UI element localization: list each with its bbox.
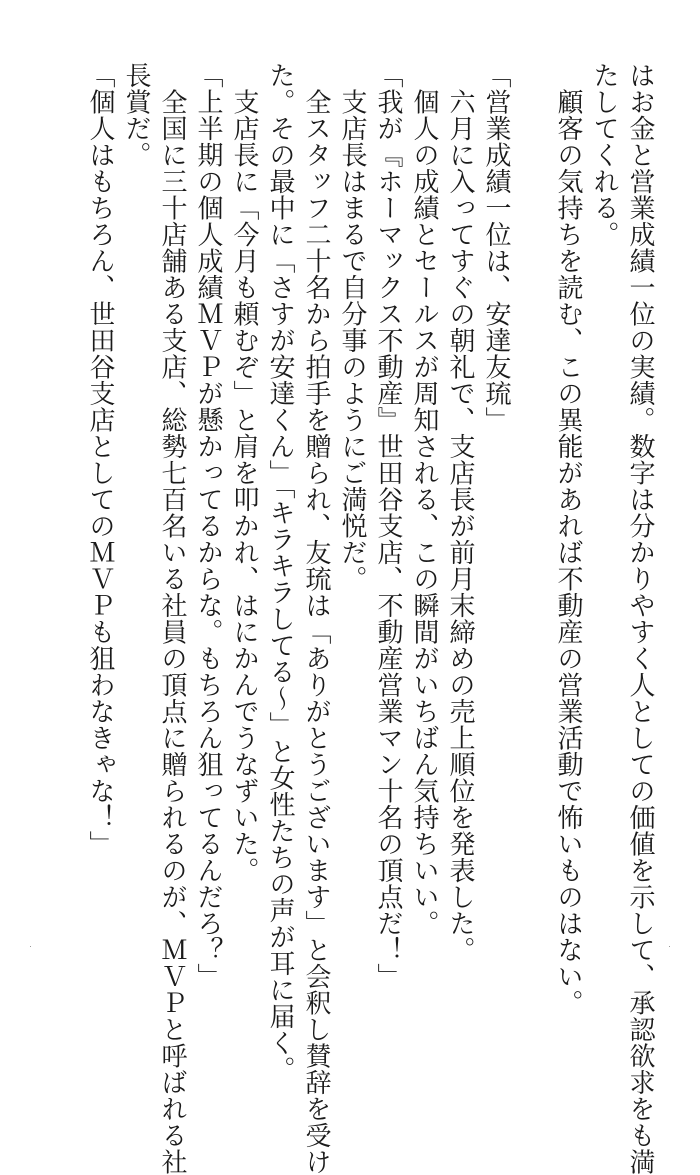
text-line: 「営業成績一位は、安達友琉」 (481, 62, 511, 433)
text-line: た。その最中に「さすが安達くん」「キラキラしてる～」と女性たちの声が耳に届く。 (265, 62, 295, 1083)
text-line: 長賞だ。 (121, 62, 151, 168)
text-line: 「個人はもちろん、世田谷支店としてのＭＶＰも狙わなきゃな！」 (85, 62, 115, 857)
text-line: 「上半期の個人成績ＭＶＰが懸かってるからな。もちろん狙ってるんだろ？」 (193, 62, 223, 990)
text-line: たしてくれる。 (589, 62, 619, 248)
page-mark-left (30, 946, 31, 947)
text-line: 全国に三十店舗ある支店、総勢七百名いる社員の頂点に贈られるのが、ＭＶＰと呼ばれる社 (157, 62, 187, 1175)
text-line: はお金と営業成績一位の実績。数字は分かりやすく人としての価値を示して、承認欲求をも満 (625, 62, 655, 1175)
page-mark-right (669, 946, 670, 947)
text-line: 個人の成績とセールスが周知される、この瞬間がいちばん気持ちいい。 (409, 62, 439, 937)
text-line: 六月に入ってすぐの朝礼で、支店長が前月末締めの売上順位を発表した。 (445, 62, 475, 963)
paragraph-gap (514, 62, 550, 962)
text-line: 支店長はまるで自分事のようにご満悦だ。 (337, 62, 367, 592)
text-line: 全スタッフ二十名から拍手を贈られ、友琉は「ありがとうございます」と会釈し賛辞を受け (301, 62, 331, 1175)
text-line: 支店長に「今月も頼むぞ」と肩を叩かれ、はにかんでうなずいた。 (229, 62, 259, 884)
vertical-text-body (82, 62, 658, 1175)
text-line: 顧客の気持ちを読む、この異能があれば不動産の営業活動で怖いものはない。 (553, 62, 583, 1016)
text-line: 「我が『ホーマックス不動産』世田谷支店、不動産営業マン十名の頂点だ！」 (373, 62, 403, 990)
